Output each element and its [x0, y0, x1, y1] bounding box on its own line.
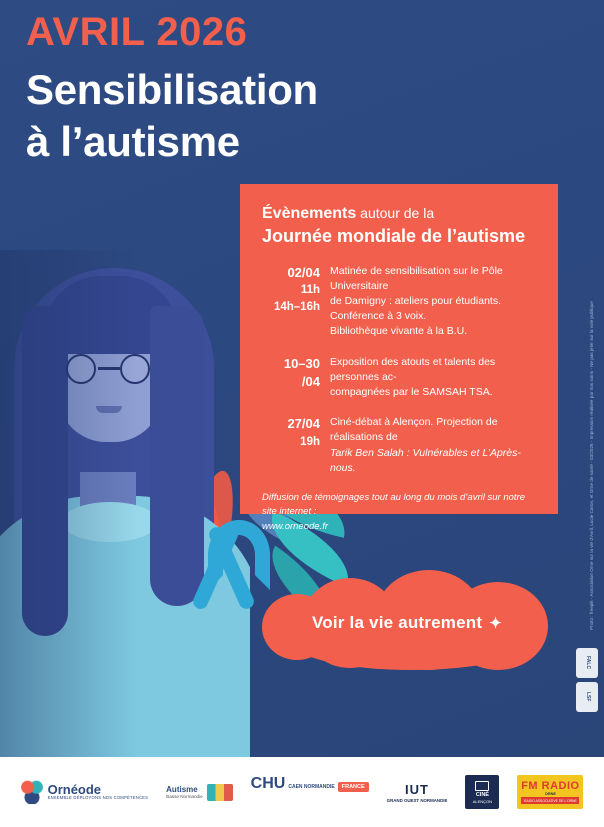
cine-name: CINÉ: [475, 791, 489, 798]
event-dates: [262, 264, 330, 340]
portrait-shading: [0, 250, 250, 757]
film-reel-icon: [475, 781, 489, 791]
cine-subtitle: ALENÇON: [472, 798, 493, 804]
website-link[interactable]: www.orneode.fr: [262, 520, 329, 532]
tagline-text: Voir la vie autrement: [312, 613, 483, 632]
orneode-name: Ornéode: [47, 782, 102, 798]
events-list: [262, 264, 540, 477]
event-description: [330, 264, 540, 340]
badge-lsf: LSF: [576, 682, 598, 712]
event-line: de Damigny : ateliers pour étudiants.: [330, 294, 502, 307]
accessibility-badges: [576, 648, 598, 716]
poster-title-line1: Sensibilisation: [26, 66, 318, 113]
fm-bar: RADIO ASSOCIATIVE DE L’ORNE: [521, 797, 579, 804]
event-line: Ciné-débat à Alençon. Projection de réalisations de: [330, 416, 498, 444]
event-time-range: 14h–16h: [273, 301, 320, 314]
chu-name: CHU: [250, 775, 286, 792]
iut-name: IUT: [405, 781, 429, 797]
events-panel: [240, 184, 558, 532]
event-date-month: /04: [301, 374, 320, 390]
event-item: [262, 415, 540, 476]
event-item: [262, 355, 540, 401]
poster-year: AVRIL 2026: [26, 10, 248, 54]
autisme-subtitle: Basse Normandie: [166, 793, 203, 799]
events-heading-strong: Évènements: [262, 205, 357, 222]
footer-logo-bar: [0, 757, 604, 827]
event-time: 19h: [300, 436, 320, 449]
logo-fm-radio: [517, 775, 583, 809]
event-line: compagnées par le SAMSAH TSA.: [330, 386, 493, 399]
iut-subtitle: GRAND OUEST NORMANDIE: [386, 797, 448, 803]
event-dates: [262, 415, 330, 476]
logo-orneode: [21, 775, 149, 809]
event-date: 02/04: [287, 264, 320, 280]
tagline-text-wrap: [262, 568, 552, 678]
event-item: [262, 264, 540, 340]
events-panel-heading: [262, 204, 540, 248]
sparkle-icon: ✦: [489, 615, 502, 632]
events-heading-rest: autour de la: [356, 205, 435, 221]
badge-falc: FALC: [576, 648, 598, 678]
event-line: Exposition des atouts et talents des personnes ac-: [330, 355, 496, 383]
event-line: Matinée de sensibilisation sur le Pôle Universitaire: [330, 264, 503, 292]
logo-chu: [251, 775, 369, 809]
event-description: [330, 355, 540, 401]
fm-subtitle: ORNE: [544, 792, 556, 796]
footnote-text: Diffusion de témoignages tout au long du mois d’avril sur notre site internet :: [262, 492, 525, 518]
fm-name: FM RADIO: [521, 780, 580, 792]
chu-subtitle: CAEN NORMANDIE: [288, 784, 335, 790]
autism-awareness-ribbon-icon: [186, 520, 256, 630]
event-dates: [262, 355, 330, 401]
portrait-illustration: [0, 250, 250, 757]
events-footnote: [262, 491, 540, 534]
event-description: [330, 415, 540, 476]
event-date: 10–30: [283, 355, 320, 371]
event-time: 11h: [300, 284, 320, 297]
events-heading-line2: Journée mondiale de l’autisme: [262, 226, 526, 246]
logo-iut: [387, 775, 448, 809]
orneode-mark-icon: [21, 780, 43, 804]
event-line: Conférence à 3 voix.: [330, 310, 427, 323]
event-date: 27/04: [287, 416, 320, 432]
orneode-subtitle: ENSEMBLE DÉPLOYONS NOS COMPÉTENCES: [47, 795, 149, 801]
credits-text: Photo : freepik - Association Orne sur la vie d’Avril, Lucie Caron, et Orne de santé - 03/2026 - Impression réalisée par nos soins - Ne pas jeter sur la voie publique: [589, 301, 594, 630]
chu-pill: FRANCE: [338, 782, 369, 792]
autisme-name: Autisme: [166, 784, 198, 794]
autisme-flag-icon: [207, 784, 233, 801]
event-line: Bibliothèque vivante à la B.U.: [330, 325, 468, 338]
event-line: Tarik Ben Salah : Vulnérables et L’Après-nous.: [330, 446, 521, 474]
poster-title-line2: à l’autisme: [26, 118, 240, 165]
logo-cine: [465, 775, 499, 809]
tagline-blob: [262, 568, 552, 678]
logo-autisme: [166, 775, 233, 809]
